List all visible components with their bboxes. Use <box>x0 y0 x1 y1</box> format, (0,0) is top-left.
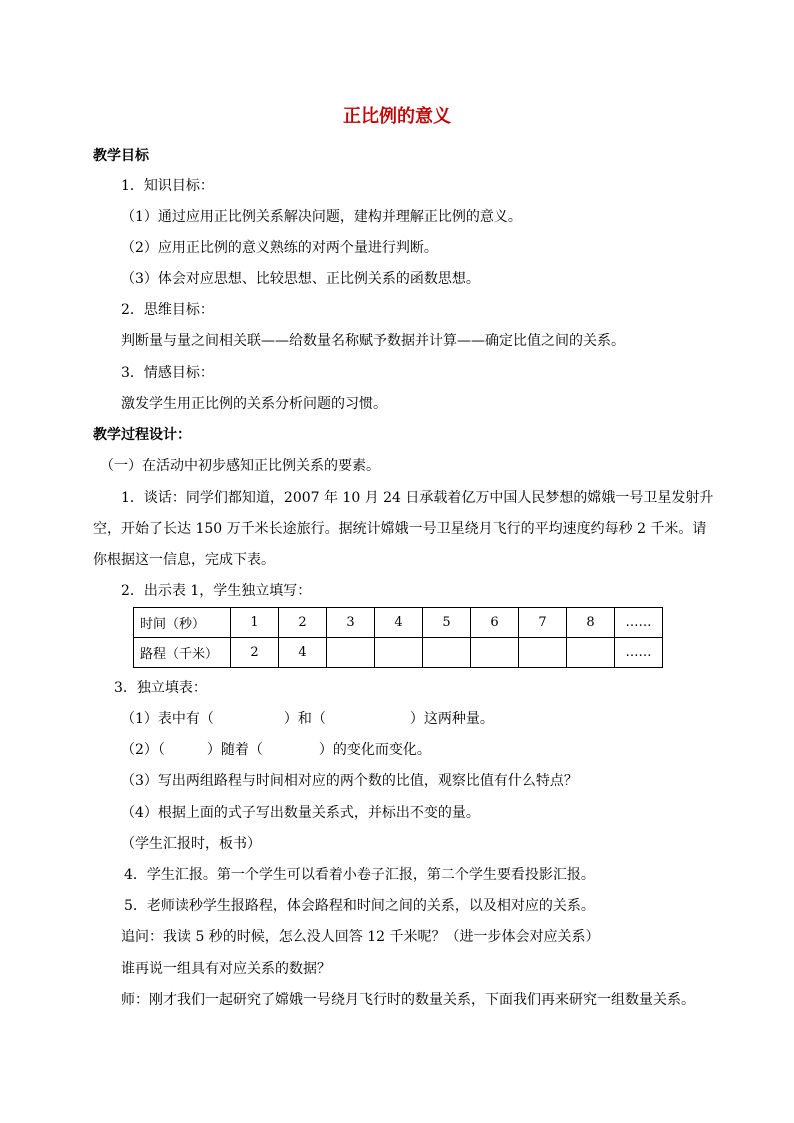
process-part-1: （一）在活动中初步感知正比例关系的要素。 <box>100 458 380 474</box>
table-cell: 5 <box>423 608 471 638</box>
table-row-distance <box>134 638 663 668</box>
process-show-table: 2．出示表 1，学生独立填写： <box>121 583 312 599</box>
table-cell: 3 <box>327 608 375 638</box>
teacher-transition: 师：刚才我们一起研究了嫦娥一号绕月飞行时的数量关系，下面我们再来研究一组数量关系。 <box>121 992 695 1008</box>
goal-knowledge: 1．知识目标： <box>121 178 214 194</box>
document-title: 正比例的意义 <box>343 106 451 127</box>
goal-knowledge-item-3: （3）体会对应思想、比较思想、正比例关系的函数思想。 <box>121 271 480 287</box>
another-data-question: 谁再说一组具有对应关系的数据？ <box>121 961 331 977</box>
table-cell: 路程（千米） <box>134 638 231 668</box>
time-distance-table <box>133 607 663 668</box>
table-cell-blank <box>327 638 375 668</box>
table-cell-blank <box>567 638 615 668</box>
table-cell: …… <box>615 638 663 668</box>
heading-teaching-goals: 教学目标 <box>93 148 149 164</box>
table-row-time <box>134 608 663 638</box>
fill-item-4: （4）根据上面的式子写出数量关系式，并标出不变的量。 <box>121 805 480 821</box>
process-step-4: 4．学生汇报。第一个学生可以看着小卷子汇报，第二个学生要看投影汇报。 <box>124 867 595 883</box>
fill-item-1: （1）表中有（ ）和（ ）这两种量。 <box>121 711 494 727</box>
goal-knowledge-item-1: （1）通过应用正比例关系解决问题，建构并理解正比例的意义。 <box>121 209 522 225</box>
table-cell-blank <box>471 638 519 668</box>
table-cell: 2 <box>279 608 327 638</box>
goal-thinking-text: 判断量与量之间相关联——给数量名称赋予数据并计算——确定比值之间的关系。 <box>121 333 625 349</box>
goal-emotion-text: 激发学生用正比例的关系分析问题的习惯。 <box>121 396 387 412</box>
fill-item-2: （2）（ ）随着（ ）的变化而变化。 <box>121 742 431 758</box>
process-talk-line-2: 空，开始了长达 150 万千米长途旅行。据统计嫦娥一号卫星绕月飞行的平均速度约每秒 2 千米。请 <box>93 521 707 537</box>
process-fill-table: 3．独立填表： <box>114 680 207 696</box>
table-cell: 1 <box>231 608 279 638</box>
table-cell: 4 <box>375 608 423 638</box>
goal-emotion: 3．情感目标： <box>121 365 214 381</box>
table-cell: 2 <box>231 638 279 668</box>
goal-knowledge-item-2: （2）应用正比例的意义熟练的对两个量进行判断。 <box>121 240 438 256</box>
process-talk-line-3: 你根据这一信息，完成下表。 <box>93 552 275 568</box>
table-cell-blank <box>375 638 423 668</box>
heading-teaching-process: 教学过程设计： <box>93 427 191 443</box>
process-talk-line-1: 1．谈话：同学们都知道，2007 年 10 月 24 日承载着亿万中国人民梦想的嫦娥一号卫星发射升 <box>121 490 714 506</box>
process-step-5: 5．老师读秒学生报路程，体会路程和时间之间的关系，以及相对应的关系。 <box>124 898 595 914</box>
table-cell-blank <box>519 638 567 668</box>
table-cell: 7 <box>519 608 567 638</box>
table-cell: 时间（秒） <box>134 608 231 638</box>
goal-thinking: 2．思维目标： <box>121 302 214 318</box>
follow-up-question: 追问：我读 5 秒的时候，怎么没人回答 12 千米呢？（进一步体会对应关系） <box>121 929 600 945</box>
board-note: （学生汇报时，板书） <box>121 836 261 852</box>
table-cell: 6 <box>471 608 519 638</box>
table-cell-blank <box>423 638 471 668</box>
table-cell: 8 <box>567 608 615 638</box>
fill-item-3: （3）写出两组路程与时间相对应的两个数的比值，观察比值有什么特点？ <box>121 773 578 789</box>
table-cell: …… <box>615 608 663 638</box>
table-cell: 4 <box>279 638 327 668</box>
